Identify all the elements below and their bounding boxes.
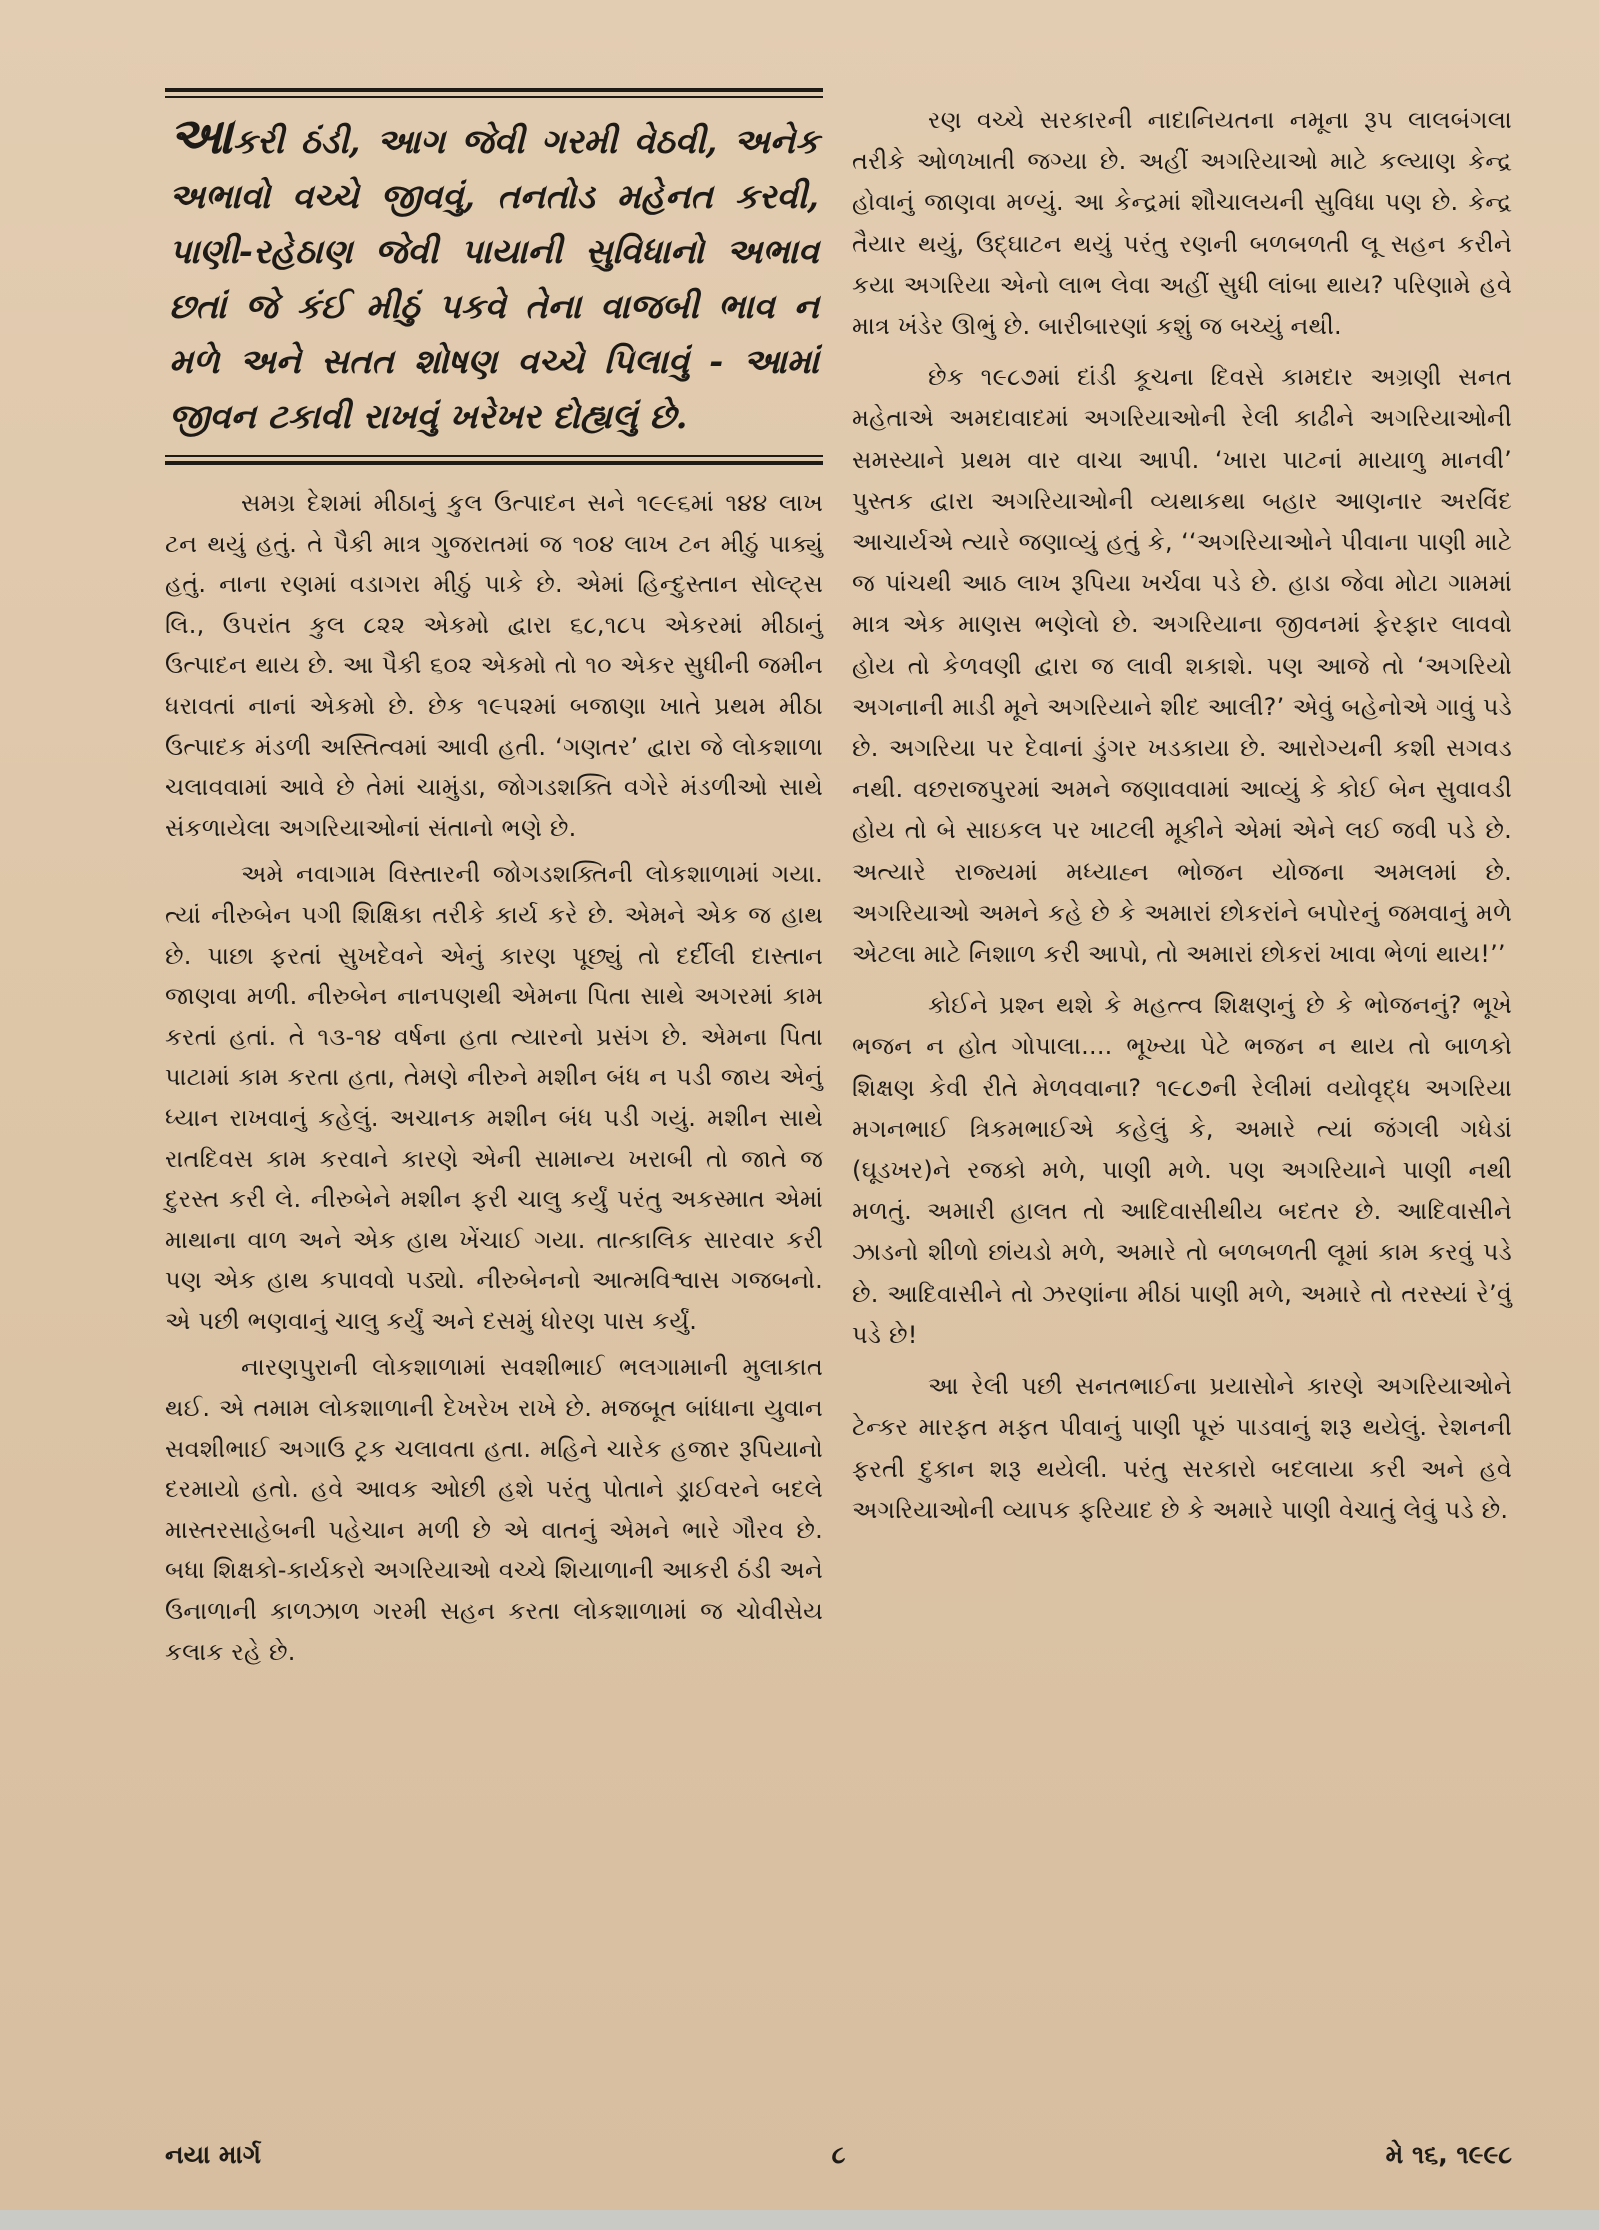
top-double-rule (165, 88, 823, 98)
pull-quote (165, 108, 823, 445)
issue-date: મે ૧૬, ૧૯૯૮ (1385, 2140, 1512, 2169)
paragraph: નારણપુરાની લોકશાળામાં સવશીભાઈ ભલગામાની મુલાકાત થઈ. એ તમામ લોકશાળાની દેખરેખ રાખે છે. મજબૂત બાંધાના યુવાન સવશીભાઈ અગાઉ ટ્રક ચલાવતા હતા. મહિને ચારેક હજાર રૂપિયાનો દરમાયો હતો. હવે આવક ઓછી હશે પરંતુ પોતાને ડ્રાઈવરને બદલે માસ્તરસાહેબની પહેચાન મળી છે એ વાતનું એમને ભારે ગૌરવ છે. બધા શિક્ષકો-કાર્યકરો અગરિયાઓ વચ્ચે શિયાળાની આકરી ઠંડી અને ઉનાળાની કાળઝાળ ગરમી સહન કરતા લોકશાળામાં જ ચોવીસેય કલાક રહે છે. (165, 1353, 823, 1666)
journal-name: નયા માર્ગ (165, 2140, 261, 2169)
paragraph: છેક ૧૯૮૭માં દાંડી કૂચના દિવસે કામદાર અગ્રણી સનત મહેતાએ અમદાવાદમાં અગરિયાઓની રેલી કાઢીને અગરિયાઓની સમસ્યાને પ્રથમ વાર વાચા આપી. ‘ખારા પાટનાં માયાળુ માનવી’ પુસ્તક દ્વારા અગરિયાઓની વ્યથાકથા બહાર આણનાર અરવિંદ આચાર્યએ ત્યારે જણાવ્યું હતું કે, ‘‘અગરિયાઓને પીવાના પાણી માટે જ પાંચથી આઠ લાખ રૂપિયા ખર્ચવા પડે છે. હાડા જેવા મોટા ગામમાં માત્ર એક માણસ ભણેલો છે. અગરિયાના જીવનમાં ફેરફાર લાવવો હોય તો કેળવણી દ્વારા જ લાવી શકાશે. પણ આજે તો ‘અગરિયો અગનાની માડી મૂને અગરિયાને શીદ આલી?’ એવું બહેનોએ ગાવું પડે છે. અગરિયા પર દેવાનાં ડુંગર ખડકાયા છે. આરોગ્યની કશી સગવડ નથી. વછરાજપુરમાં અમને જણાવવામાં આવ્યું કે કોઈ બેન સુવાવડી હોય તો બે સાઇકલ પર ખાટલી મૂકીને એમાં એને લઈ જવી પડે છે. અત્યારે રાજ્યમાં મધ્યાહ્ન ભોજન યોજના અમલમાં છે. અગરિયાઓ અમને કહે છે કે અમારાં છોકરાંને બપોરનું જમવાનું મળે એટલા માટે નિશાળ કરી આપો, તો અમારાં છોકરાં ખાવા ભેળાં થાય!’’ (852, 363, 1512, 969)
right-column (852, 100, 1512, 1541)
paragraph: આ રેલી પછી સનતભાઈના પ્રયાસોને કારણે અગરિયાઓને ટેન્કર મારફત મફત પીવાનું પાણી પૂરું પાડવાનું શરૂ થયેલું. રેશનની ફરતી દુકાન શરૂ થયેલી. પરંતુ સરકારો બદલાયા કરી અને હવે અગરિયાઓની વ્યાપક ફરિયાદ છે કે અમારે પાણી વેચાતું લેવું પડે છે. (852, 1372, 1512, 1524)
paragraph: કોઈને પ્રશ્ન થશે કે મહત્ત્વ શિક્ષણનું છે કે ભોજનનું? ભૂખે ભજન ન હોત ગોપાલા.... ભૂખ્યા પેટે ભજન ન થાય તો બાળકો શિક્ષણ કેવી રીતે મેળવવાના? ૧૯૮૭ની રેલીમાં વયોવૃદ્ધ અગરિયા મગનભાઈ ત્રિકમભાઈએ કહેલું કે, અમારે ત્યાં જંગલી ગધેડાં (ઘૂડખર)ને રજકો મળે, પાણી મળે. પણ અગરિયાને પાણી નથી મળતું. અમારી હાલત તો આદિવાસીથીય બદતર છે. આદિવાસીને ઝાડનો શીળો છાંયડો મળે, અમારે તો બળબળતી લૂમાં કામ કરવું પડે છે. આદિવાસીને તો ઝરણાંના મીઠાં પાણી મળે, અમારે તો તરસ્યાં રે’વું પડે છે! (852, 991, 1512, 1349)
pull-quote-text: કરી ઠંડી, આગ જેવી ગરમી વેઠવી, અનેક અભાવો વચ્ચે જીવવું, તનતોડ મહેનત કરવી, પાણી-રહેઠાણ જેવી પાયાની સુવિધાનો અભાવ છતાં જે કંઈ મીઠું પકવે તેના વાજબી ભાવ ન મળે અને સતત શોષણ વચ્ચે પિલાવું - આમાં જીવન ટકાવી રાખવું ખરેખર દોહ્યલું છે. (169, 122, 819, 437)
left-column (165, 88, 823, 1678)
paragraph: રણ વચ્ચે સરકારની નાદાનિયતના નમૂના રૂપ લાલબંગલા તરીકે ઓળખાતી જગ્યા છે. અહીં અગરિયાઓ માટે કલ્યાણ કેન્દ્ર હોવાનું જાણવા મળ્યું. આ કેન્દ્રમાં શૌચાલયની સુવિધા પણ છે. કેન્દ્ર તૈયાર થયું, ઉદ્ઘાટન થયું પરંતુ રણની બળબળતી લૂ સહન કરીને કયા અગરિયા એનો લાભ લેવા અહીં સુધી લાંબા થાય? પરિણામે હવે માત્ર ખંડેર ઊભું છે. બારીબારણાં કશું જ બચ્યું નથી. (852, 106, 1512, 341)
paragraph: સમગ્ર દેશમાં મીઠાનું કુલ ઉત્પાદન સને ૧૯૯૬માં ૧૪૪ લાખ ટન થયું હતું. તે પૈકી માત્ર ગુજરાતમાં જ ૧૦૪ લાખ ટન મીઠું પાક્યું હતું. નાના રણમાં વડાગરા મીઠું પાકે છે. એમાં હિન્દુસ્તાન સોલ્ટ્સ લિ., ઉપરાંત કુલ ૮૨૨ એકમો દ્વારા ૬૮,૧૮૫ એકરમાં મીઠાનું ઉત્પાદન થાય છે. આ પૈકી ૬૦૨ એકમો તો ૧૦ એકર સુધીની જમીન ધરાવતાં નાનાં એકમો છે. છેક ૧૯૫૨માં બજાણા ખાતે પ્રથમ મીઠા ઉત્પાદક મંડળી અસ્તિત્વમાં આવી હતી. ‘ગણતર’ દ્વારા જે લોકશાળા ચલાવવામાં આવે છે તેમાં ચામુંડા, જોગડશક્તિ વગેરે મંડળીઓ સાથે સંકળાયેલા અગરિયાઓનાં સંતાનો ભણે છે. (165, 489, 823, 842)
page-footer (165, 2140, 1512, 2180)
page-number: ૮ (831, 2140, 846, 2169)
paragraph: અમે નવાગામ વિસ્તારની જોગડશક્તિની લોકશાળામાં ગયા. ત્યાં નીરુબેન પગી શિક્ષિકા તરીકે કાર્ય કરે છે. એમને એક જ હાથ છે. પાછા ફરતાં સુખદેવને એનું કારણ પૂછ્યું તો દર્દીલી દાસ્તાન જાણવા મળી. નીરુબેન નાનપણથી એમના પિતા સાથે અગરમાં કામ કરતાં હતાં. તે ૧૩-૧૪ વર્ષના હતા ત્યારનો પ્રસંગ છે. એમના પિતા પાટામાં કામ કરતા હતા, તેમણે નીરુને મશીન બંધ ન પડી જાય એનું ધ્યાન રાખવાનું કહેલું. અચાનક મશીન બંધ પડી ગયું. મશીન સાથે રાતદિવસ કામ કરવાને કારણે એની સામાન્ય ખરાબી તો જાતે જ દુરસ્ત કરી લે. નીરુબેને મશીન ફરી ચાલુ કર્યું પરંતુ અકસ્માત એમાં માથાના વાળ અને એક હાથ ખેંચાઈ ગયા. તાત્કાલિક સારવાર કરી પણ એક હાથ કપાવવો પડ્યો. નીરુબેનનો આત્મવિશ્વાસ ગજબનો. એ પછી ભણવાનું ચાલુ કર્યું અને દસમું ધોરણ પાસ કર્યું. (165, 860, 823, 1335)
scan-edge (0, 2210, 1599, 2230)
pull-quote-drop: આ (169, 106, 233, 165)
bottom-double-rule (165, 455, 823, 465)
